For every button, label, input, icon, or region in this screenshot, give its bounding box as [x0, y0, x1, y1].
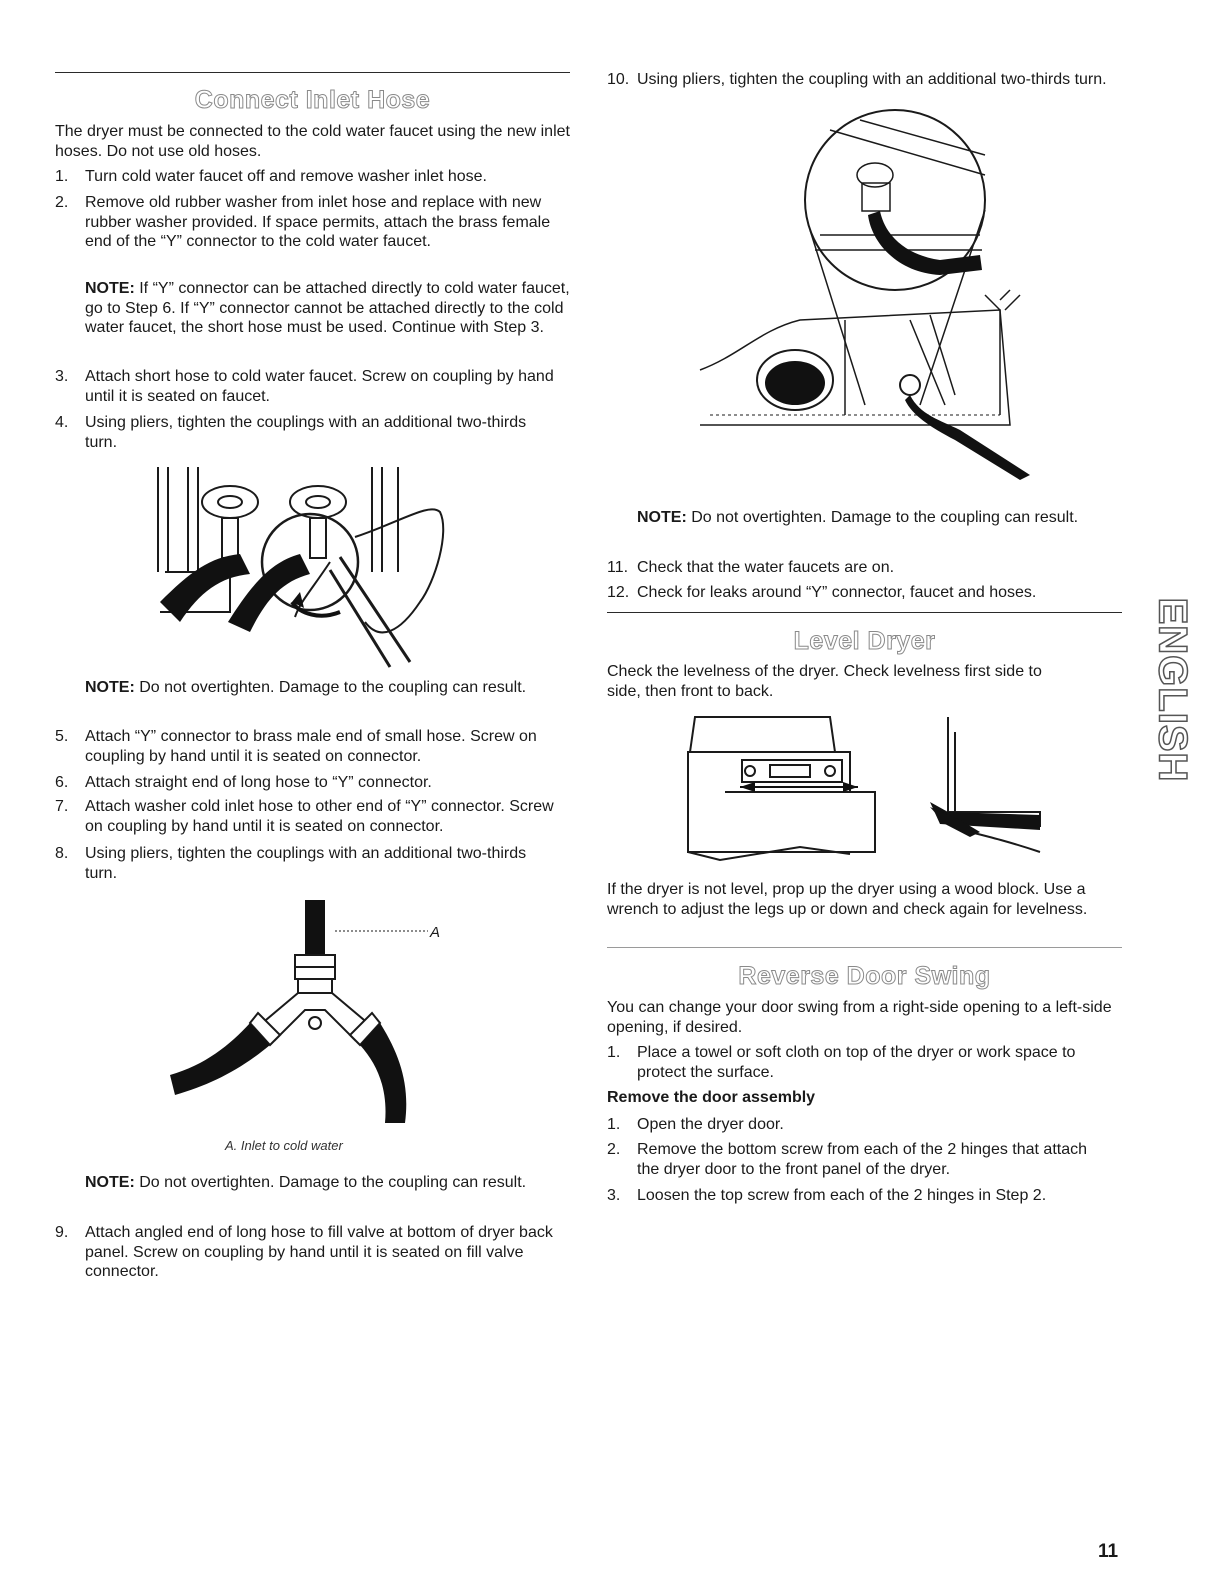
page-number: 11: [1098, 1541, 1119, 1562]
note-after-pliers: NOTE: Do not overtighten. Damage to the coupling can result.: [85, 679, 527, 696]
figure-caption: A. Inlet to cold water: [225, 1138, 343, 1153]
note-after-y-connector: NOTE: Do not overtighten. Damage to the coupling can result.: [85, 1174, 527, 1191]
pliers-faucet-illustration: [150, 462, 480, 672]
remove-door-heading: Remove the door assembly: [607, 1089, 816, 1106]
section-rule-reverse: [607, 947, 1122, 948]
language-side-tab: ENGLISH: [1150, 597, 1195, 783]
reverse-intro-paragraph: You can change your door swing from a right-side opening to a left-side opening, if desired.: [607, 999, 1112, 1036]
heading-level-dryer: Level Dryer: [793, 627, 936, 655]
section-rule-level: [607, 612, 1122, 613]
heading-connect-inlet-hose: Connect Inlet Hose: [194, 86, 431, 114]
section-rule-top: [55, 72, 570, 73]
note-right: NOTE: Do not overtighten. Damage to the coupling can result.: [637, 509, 1079, 526]
y-connector-illustration: [170, 895, 460, 1130]
intro-paragraph: The dryer must be connected to the cold water faucet using the new inlet hoses. Do not use old hoses.: [55, 123, 570, 160]
level-after-paragraph: If the dryer is not level, prop up the dryer using a wood block. Use a wrench to adjust the legs up or down and check again for levelness.: [607, 881, 1088, 918]
level-dryer-illustration: [680, 712, 1050, 872]
level-intro-paragraph: Check the levelness of the dryer. Check levelness first side to side, then front to back.: [607, 663, 1042, 700]
heading-reverse-door-swing: Reverse Door Swing: [738, 962, 991, 990]
note-step-2: NOTE: If “Y” connector can be attached directly to cold water faucet, go to Step 6. If “Y” connector cannot be attached directly to the cold water faucet, the short hose must be used. Continue with Step 3.: [85, 280, 570, 336]
fill-valve-illustration: [700, 115, 1040, 475]
figure-label-a: A: [430, 924, 441, 941]
